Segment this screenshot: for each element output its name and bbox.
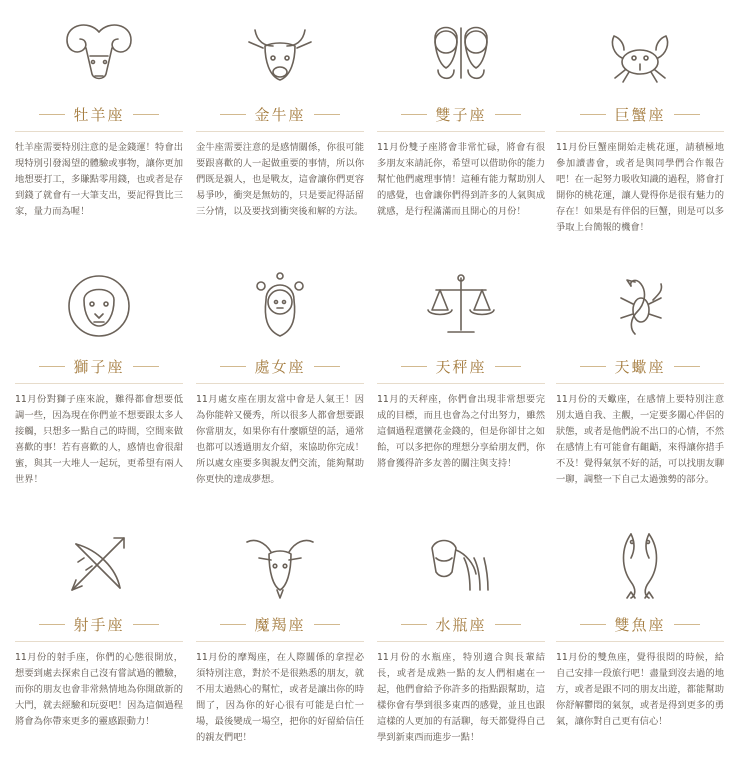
- title-rule-right: [495, 114, 521, 115]
- leo-lion-icon: [54, 260, 144, 350]
- cancer-crab-icon: [595, 8, 685, 98]
- title-rule-left: [220, 366, 246, 367]
- sign-title-row: [377, 354, 545, 378]
- virgo-maiden-icon: [235, 260, 325, 350]
- title-rule-left: [580, 114, 606, 115]
- sign-title-row: [556, 102, 724, 126]
- gemini-twins-icon: [416, 8, 506, 98]
- zodiac-card-cancer: [556, 8, 724, 236]
- capricorn-goat-icon: [235, 518, 325, 608]
- taurus-bull-icon: [235, 8, 325, 98]
- zodiac-card-gemini: [377, 8, 545, 220]
- title-rule-right: [674, 624, 700, 625]
- divider: [556, 131, 724, 132]
- title-rule-left: [39, 624, 65, 625]
- title-rule-left: [580, 624, 606, 625]
- sign-title-row: [15, 612, 183, 636]
- title-rule-left: [401, 624, 427, 625]
- sign-name: 水瓶座: [435, 615, 487, 634]
- sign-description: 11月份的天蠍座，在感情上要特別注意別太過自我、主觀，一定要多關心伴侶的狀態，或者是他們說不出口的心情，不然在感情上有可能會有齟齬，來得讓你措手不及！覺得氣氛不好的話，可以找朋友聊一聊，調整一下自己太過強勢的部分。: [556, 394, 724, 485]
- title-rule-left: [220, 114, 246, 115]
- title-rule-left: [39, 366, 65, 367]
- title-rule-left: [401, 366, 427, 367]
- divider: [15, 383, 183, 384]
- divider: [196, 383, 364, 384]
- zodiac-card-scorpio: [556, 260, 724, 488]
- sign-description: 金牛座需要注意的是感情關係，你很可能要跟喜歡的人一起做重要的事情，所以你們既是親人，也是戰友，這會讓你們更容易爭吵，衝突是無妨的，只是要記得話留三分情，以及要找到衝突後和解的方法。: [196, 142, 364, 217]
- sign-name: 射手座: [73, 615, 125, 634]
- divider: [196, 641, 364, 642]
- divider: [377, 131, 545, 132]
- sign-description: 11月份的摩羯座，在人際關係的拿捏必須特別注意，對於不是很熟悉的朋友，就不用太過熱心的幫忙，或者是讓出你的時間了，因為你的好心很有可能是白忙一場，最後變成一場空，把你的好留給信任的親友們吧！: [196, 652, 364, 743]
- sign-title-row: [15, 102, 183, 126]
- libra-scales-icon: [416, 260, 506, 350]
- sign-description: 11月的天秤座，你們會出現非常想要完成的目標，而且也會為之付出努力，雖然這個過程還蠻花金錢的，但是你卻甘之如飴，可以多把你的理想分享給朋友們，你將會獲得許多友善的關注與支持！: [377, 394, 545, 469]
- zodiac-card-virgo: [196, 260, 364, 488]
- title-rule-right: [495, 366, 521, 367]
- sign-title-row: [377, 612, 545, 636]
- divider: [377, 383, 545, 384]
- sign-description: 11月處女座在朋友當中會是人氣王！因為你能幹又優秀，所以很多人都會想要跟你當朋友，如果你有什麼願望的話，通常也都可以透過朋友介紹，來協助你完成！所以處女座要多與親友們交流，能夠幫助你更快的達成夢想。: [196, 394, 364, 485]
- zodiac-card-libra: [377, 260, 545, 472]
- divider: [556, 641, 724, 642]
- zodiac-card-sagittarius: [15, 518, 183, 730]
- title-rule-right: [314, 624, 340, 625]
- title-rule-right: [674, 366, 700, 367]
- title-rule-right: [495, 624, 521, 625]
- sign-name: 牡羊座: [73, 105, 125, 124]
- zodiac-card-taurus: [196, 8, 364, 220]
- title-rule-left: [580, 366, 606, 367]
- sign-description: 11月份的水瓶座，特別適合與長輩結長，或者是成熟一點的友人們相處在一起，他們會給予你許多的指點跟幫助，這樣你會有學到很多東西的感覺，並且也跟這樣的人更加的有話聊，每天都覺得自己學到新東西而進步一點！: [377, 652, 545, 743]
- divider: [377, 641, 545, 642]
- sign-name: 金牛座: [254, 105, 306, 124]
- sign-description: 11月份對獅子座來說，難得都會想要低調一些，因為現在你們並不想要跟太多人接觸，只想多一點自己的時間，空間來做喜歡的事！若有喜歡的人，感情也會很甜蜜，與其一大堆人一起玩，更希望有兩人世界！: [15, 394, 183, 485]
- title-rule-right: [133, 366, 159, 367]
- scorpio-scorpion-icon: [595, 260, 685, 350]
- title-rule-left: [220, 624, 246, 625]
- aries-ram-icon: [54, 8, 144, 98]
- sign-title-row: [556, 354, 724, 378]
- sign-name: 獅子座: [73, 357, 125, 376]
- sign-description: 11月份巨蟹座開始走桃花運，請積極地參加讀書會，或者是與同學們合作報告吧！在一起努力吸收知識的過程，將會打開你的桃花運，讓人覺得你是很有魅力的存在！如果是有伴侶的巨蟹，則是可以多爭取上台簡報的機會！: [556, 142, 724, 233]
- sign-name: 魔羯座: [254, 615, 306, 634]
- zodiac-card-capricorn: [196, 518, 364, 746]
- title-rule-right: [674, 114, 700, 115]
- zodiac-card-pisces: [556, 518, 724, 730]
- sign-description: 11月份雙子座將會非常忙碌，將會有很多朋友來請託你，希望可以借助你的能力幫忙他們處理事情！這種有能力幫助別人的感覺，也會讓你們得到許多的人氣與成就感，是行程滿滿而且開心的月份！: [377, 142, 545, 217]
- sagittarius-bow-icon: [54, 518, 144, 608]
- zodiac-card-aquarius: [377, 518, 545, 746]
- sign-title-row: [196, 102, 364, 126]
- sign-name: 巨蟹座: [614, 105, 666, 124]
- sign-title-row: [196, 612, 364, 636]
- sign-title-row: [196, 354, 364, 378]
- divider: [15, 131, 183, 132]
- title-rule-left: [401, 114, 427, 115]
- divider: [15, 641, 183, 642]
- sign-name: 雙子座: [435, 105, 487, 124]
- sign-name: 處女座: [254, 357, 306, 376]
- zodiac-card-aries: [15, 8, 183, 220]
- divider: [196, 131, 364, 132]
- sign-description: 11月份的射手座，你們的心態很開放，想要到處去探索自己沒有嘗試過的體驗，而你的朋友也會非常熱情地為你開啟新的大門，就去經驗和玩耍吧！因為這個過程將會為你帶來更多的靈感跟動力！: [15, 652, 183, 727]
- sign-name: 天蠍座: [614, 357, 666, 376]
- title-rule-right: [133, 114, 159, 115]
- title-rule-left: [39, 114, 65, 115]
- sign-description: 11月份的雙魚座，覺得很悶的時候，給自己安排一段旅行吧！盡量到沒去過的地方，或者是跟不同的朋友出遊，都能幫助你舒解鬱悶的氣氛，或者是得到更多的勇氣，讓你對自己更有信心！: [556, 652, 724, 727]
- sign-description: 牡羊座需要特別注意的是金錢運！特會出現特別引發渴望的體驗或事物，讓你更加地想要打工，多賺點零用錢，也或者是存到錢了就會有一大筆支出，要記得貨比三家，量力而為喔！: [15, 142, 183, 217]
- pisces-fish-icon: [595, 518, 685, 608]
- title-rule-right: [314, 366, 340, 367]
- divider: [556, 383, 724, 384]
- sign-title-row: [15, 354, 183, 378]
- aquarius-water-bearer-icon: [416, 518, 506, 608]
- sign-title-row: [556, 612, 724, 636]
- sign-name: 天秤座: [435, 357, 487, 376]
- sign-title-row: [377, 102, 545, 126]
- title-rule-right: [314, 114, 340, 115]
- sign-name: 雙魚座: [614, 615, 666, 634]
- zodiac-card-leo: [15, 260, 183, 488]
- title-rule-right: [133, 624, 159, 625]
